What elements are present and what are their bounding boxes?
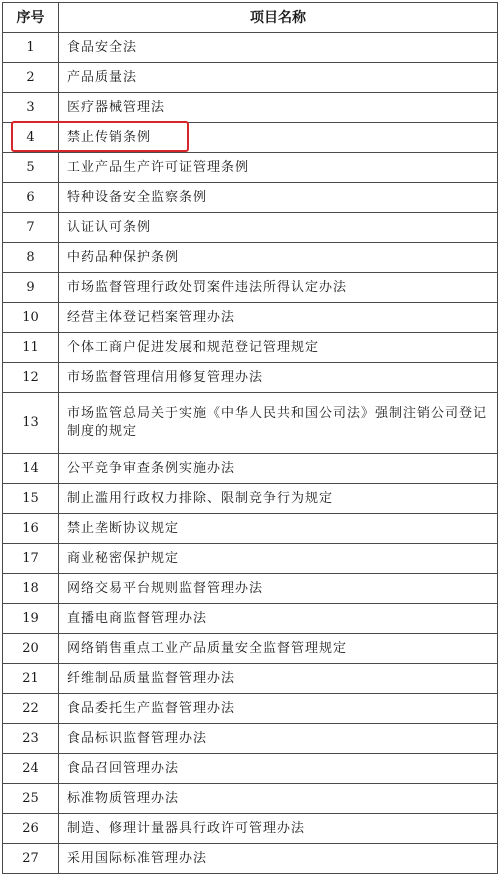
row-name: 食品标识监督管理办法: [59, 724, 498, 754]
row-number: 27: [3, 844, 59, 874]
row-name: 食品安全法: [59, 33, 498, 63]
row-number: 22: [3, 694, 59, 724]
row-name: 纤维制品质量监督管理办法: [59, 664, 498, 694]
row-name: 商业秘密保护规定: [59, 544, 498, 574]
row-number: 18: [3, 574, 59, 604]
table-row: [3, 694, 498, 724]
row-number: 26: [3, 814, 59, 844]
row-number: 4: [3, 123, 59, 153]
row-number: 25: [3, 784, 59, 814]
table-row: [3, 183, 498, 213]
row-number: 17: [3, 544, 59, 574]
row-number: 5: [3, 153, 59, 183]
row-number: 16: [3, 514, 59, 544]
row-number: 7: [3, 213, 59, 243]
row-name: 特种设备安全监察条例: [59, 183, 498, 213]
row-name: 中药品种保护条例: [59, 243, 498, 273]
row-number: 10: [3, 303, 59, 333]
header-row: [3, 3, 498, 33]
table-row: [3, 303, 498, 333]
table-row: [3, 844, 498, 874]
table-row: [3, 33, 498, 63]
row-number: 12: [3, 363, 59, 393]
table-row: [3, 243, 498, 273]
row-name: 食品召回管理办法: [59, 754, 498, 784]
table-row: [3, 333, 498, 363]
table-row: [3, 213, 498, 243]
row-name: 市场监管总局关于实施《中华人民共和国公司法》强制注销公司登记制度的规定: [59, 393, 498, 454]
regulation-table: [2, 2, 498, 874]
row-name: 经营主体登记档案管理办法: [59, 303, 498, 333]
row-name: 市场监督管理行政处罚案件违法所得认定办法: [59, 273, 498, 303]
row-number: 3: [3, 93, 59, 123]
row-number: 13: [3, 393, 59, 454]
row-name: 制造、修理计量器具行政许可管理办法: [59, 814, 498, 844]
row-number: 21: [3, 664, 59, 694]
table-row: [3, 273, 498, 303]
row-name: 市场监督管理信用修复管理办法: [59, 363, 498, 393]
table-row: [3, 604, 498, 634]
row-number: 11: [3, 333, 59, 363]
header-index: 序号: [3, 3, 59, 33]
table-row: [3, 664, 498, 694]
row-number: 8: [3, 243, 59, 273]
table-row: [3, 574, 498, 604]
table-row: [3, 484, 498, 514]
table-row: [3, 363, 498, 393]
row-number: 14: [3, 454, 59, 484]
table-row: [3, 784, 498, 814]
row-name: 禁止传销条例: [59, 123, 498, 153]
row-number: 24: [3, 754, 59, 784]
row-name: 医疗器械管理法: [59, 93, 498, 123]
row-name: 采用国际标准管理办法: [59, 844, 498, 874]
row-number: 23: [3, 724, 59, 754]
row-name: 禁止垄断协议规定: [59, 514, 498, 544]
row-name: 产品质量法: [59, 63, 498, 93]
row-name: 认证认可条例: [59, 213, 498, 243]
table-row: [3, 454, 498, 484]
row-number: 15: [3, 484, 59, 514]
row-name: 网络交易平台规则监督管理办法: [59, 574, 498, 604]
row-name: 制止滥用行政权力排除、限制竞争行为规定: [59, 484, 498, 514]
header-name: 项目名称: [59, 3, 498, 33]
row-name: 工业产品生产许可证管理条例: [59, 153, 498, 183]
table-row: [3, 634, 498, 664]
row-name: 网络销售重点工业产品质量安全监督管理规定: [59, 634, 498, 664]
table-row: [3, 814, 498, 844]
row-number: 19: [3, 604, 59, 634]
table-row: [3, 514, 498, 544]
row-number: 9: [3, 273, 59, 303]
row-name: 食品委托生产监督管理办法: [59, 694, 498, 724]
row-name: 公平竞争审查条例实施办法: [59, 454, 498, 484]
row-number: 2: [3, 63, 59, 93]
row-name: 直播电商监督管理办法: [59, 604, 498, 634]
row-number: 6: [3, 183, 59, 213]
table-row: [3, 153, 498, 183]
table-row: [3, 724, 498, 754]
row-name: 个体工商户促进发展和规范登记管理规定: [59, 333, 498, 363]
table-row: [3, 393, 498, 454]
row-name: 标准物质管理办法: [59, 784, 498, 814]
table-row: [3, 754, 498, 784]
row-number: 20: [3, 634, 59, 664]
table-row: [3, 544, 498, 574]
table-row: [3, 93, 498, 123]
table-body: [3, 33, 498, 874]
row-number: 1: [3, 33, 59, 63]
table-row: [3, 123, 498, 153]
table-row: [3, 63, 498, 93]
